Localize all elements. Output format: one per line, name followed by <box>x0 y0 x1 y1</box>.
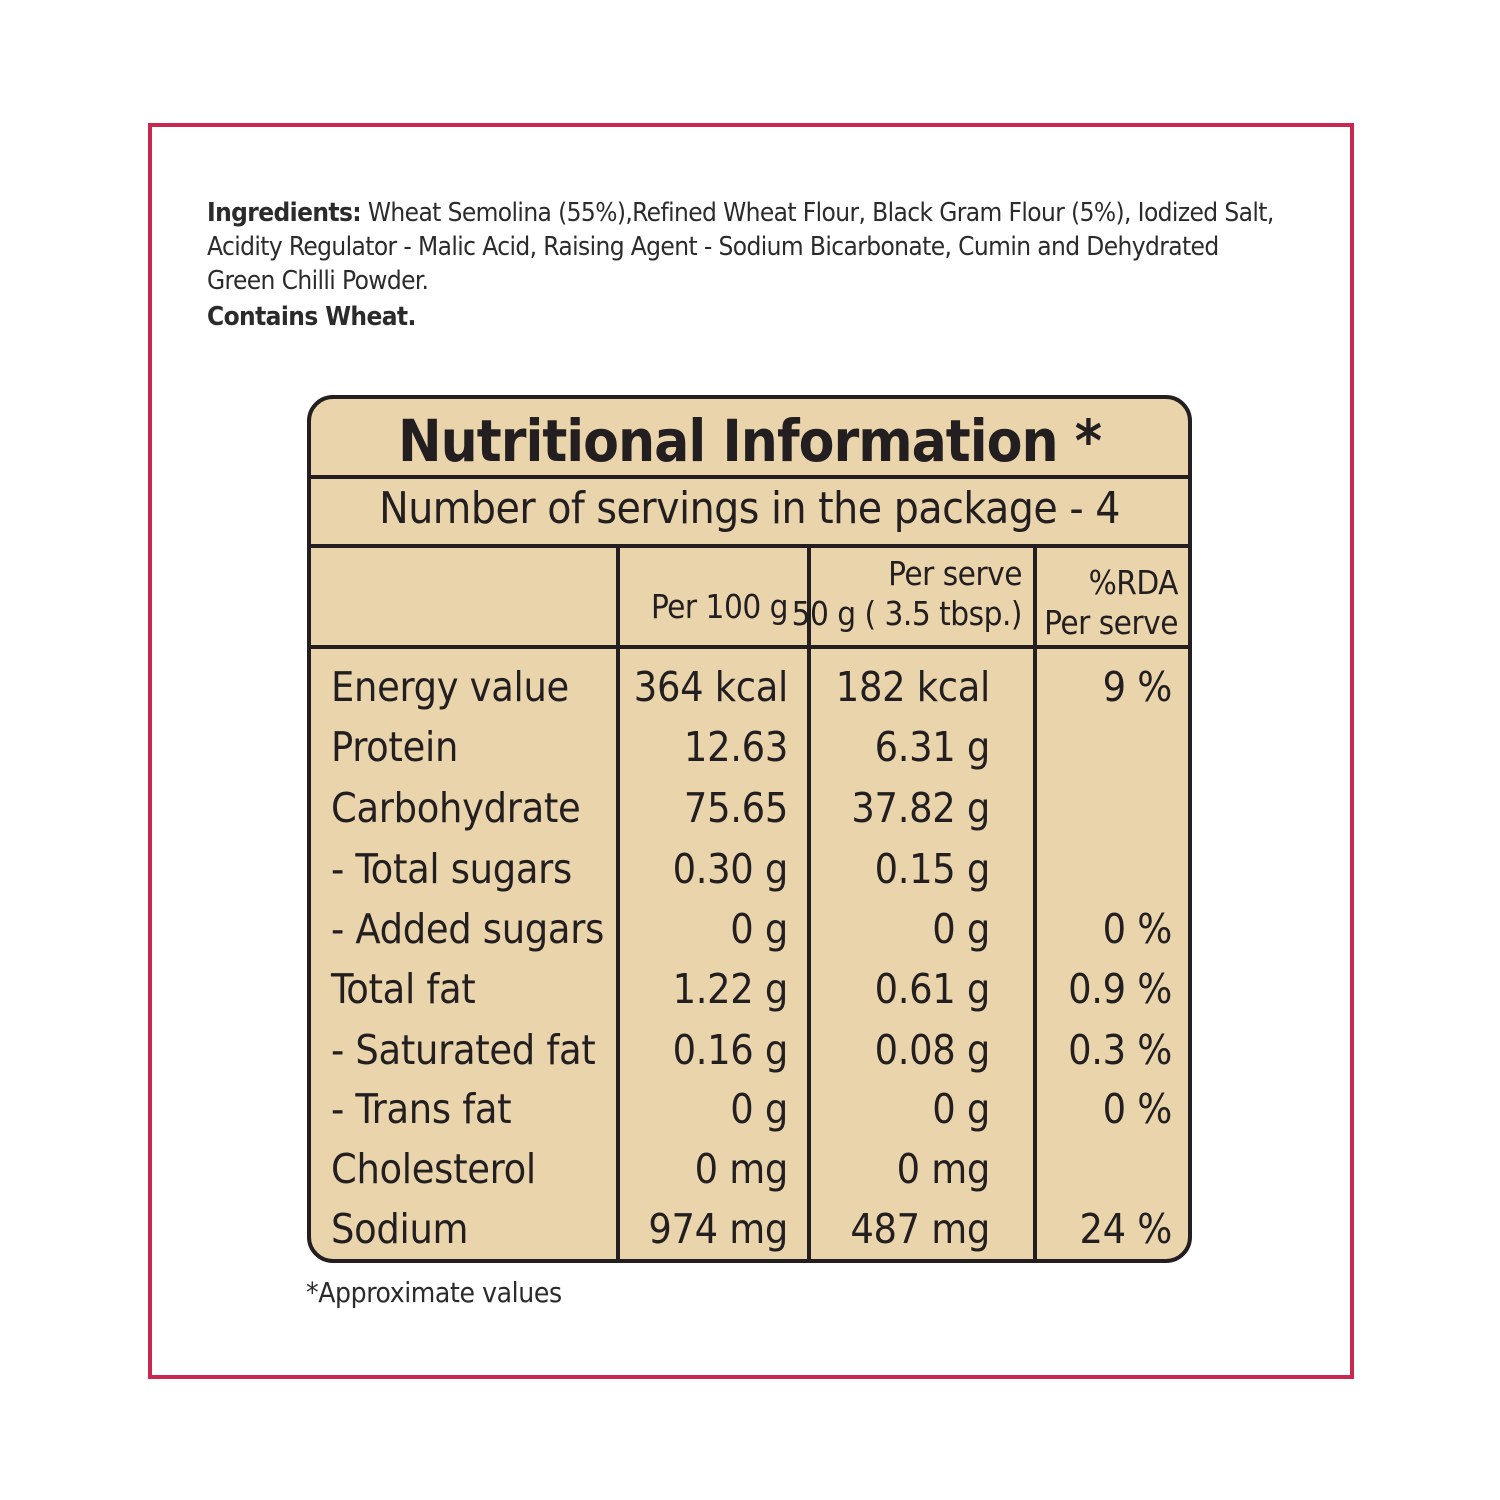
nutrient-row <box>311 1199 1188 1259</box>
per-serve-value: 0 g <box>932 905 990 953</box>
ingredients-block <box>207 196 1292 334</box>
rda-value: 0.9 % <box>1068 965 1172 1013</box>
nutrient-row <box>311 1020 1188 1080</box>
nutrient-name: Sodium <box>331 1205 469 1253</box>
nutrient-name: Carbohydrate <box>331 784 581 832</box>
header-rda-line2: Per serve <box>1044 603 1178 642</box>
nutrient-row <box>311 899 1188 959</box>
nutrient-name: - Total sugars <box>331 845 572 893</box>
nutrient-row <box>311 778 1188 838</box>
ingredients-text: Wheat Semolina (55%),Refined Wheat Flour, Black Gram Flour (5%), Iodized Salt, Acidity Regulator - Malic Acid, Raising Agent - Sodium Bicarbonate, Cumin and Dehydrated Green Chilli Powder. <box>207 198 1274 296</box>
nutrient-name: - Trans fat <box>331 1085 512 1133</box>
footnote: *Approximate values <box>306 1276 562 1309</box>
nutrient-name: Total fat <box>331 965 476 1013</box>
per-100g-value: 75.65 <box>683 784 788 832</box>
per-serve-value: 487 mg <box>850 1205 990 1253</box>
rda-value: 0 % <box>1102 905 1172 953</box>
rda-value: 0.3 % <box>1068 1026 1172 1074</box>
header-per-serve-line2: 50 g ( 3.5 tbsp.) <box>791 594 1022 633</box>
per-100g-value: 364 kcal <box>633 663 788 711</box>
per-100g-value: 974 mg <box>648 1205 788 1253</box>
per-100g-value: 0.16 g <box>672 1026 788 1074</box>
nutrition-title: Nutritional Information * <box>397 407 1102 475</box>
nutrient-name: Energy value <box>331 663 569 711</box>
nutrition-panel <box>307 395 1192 1263</box>
header-per-serve-line1: Per serve <box>888 554 1022 593</box>
allergen-statement: Contains Wheat. <box>207 302 416 332</box>
nutrient-row <box>311 959 1188 1019</box>
per-100g-value: 1.22 g <box>672 965 788 1013</box>
nutrient-row <box>311 1139 1188 1199</box>
per-serve-value: 0.15 g <box>874 845 990 893</box>
header-per-100g: Per 100 g <box>650 587 788 626</box>
per-serve-value: 0 mg <box>896 1145 990 1193</box>
nutrient-name: - Added sugars <box>331 905 605 953</box>
per-serve-value: 0.08 g <box>874 1026 990 1074</box>
per-100g-value: 0 g <box>730 905 788 953</box>
nutrient-name: - Saturated fat <box>331 1026 596 1074</box>
nutrient-name: Protein <box>331 723 459 771</box>
per-100g-value: 0 g <box>730 1085 788 1133</box>
rda-value: 24 % <box>1079 1205 1172 1253</box>
servings-text: Number of servings in the package - 4 <box>379 483 1120 534</box>
per-serve-value: 6.31 g <box>874 723 990 771</box>
per-100g-value: 0.30 g <box>672 845 788 893</box>
ingredients-label: Ingredients: <box>207 198 362 228</box>
header-rda <box>1044 563 1178 643</box>
per-serve-value: 182 kcal <box>835 663 990 711</box>
header-rda-line1: %RDA <box>1088 563 1178 602</box>
per-serve-value: 0 g <box>932 1085 990 1133</box>
divider <box>311 645 1188 649</box>
per-serve-value: 0.61 g <box>874 965 990 1013</box>
per-serve-value: 37.82 g <box>851 784 990 832</box>
rda-value: 9 % <box>1102 663 1172 711</box>
nutrient-name: Cholesterol <box>331 1145 536 1193</box>
nutrient-row <box>311 839 1188 899</box>
nutrient-row <box>311 657 1188 717</box>
per-100g-value: 12.63 <box>683 723 788 771</box>
rda-value: 0 % <box>1102 1085 1172 1133</box>
nutrient-row <box>311 717 1188 777</box>
divider <box>311 544 1188 548</box>
header-per-serve <box>792 554 1022 634</box>
divider <box>311 475 1188 479</box>
nutrient-row <box>311 1079 1188 1139</box>
per-100g-value: 0 mg <box>694 1145 788 1193</box>
